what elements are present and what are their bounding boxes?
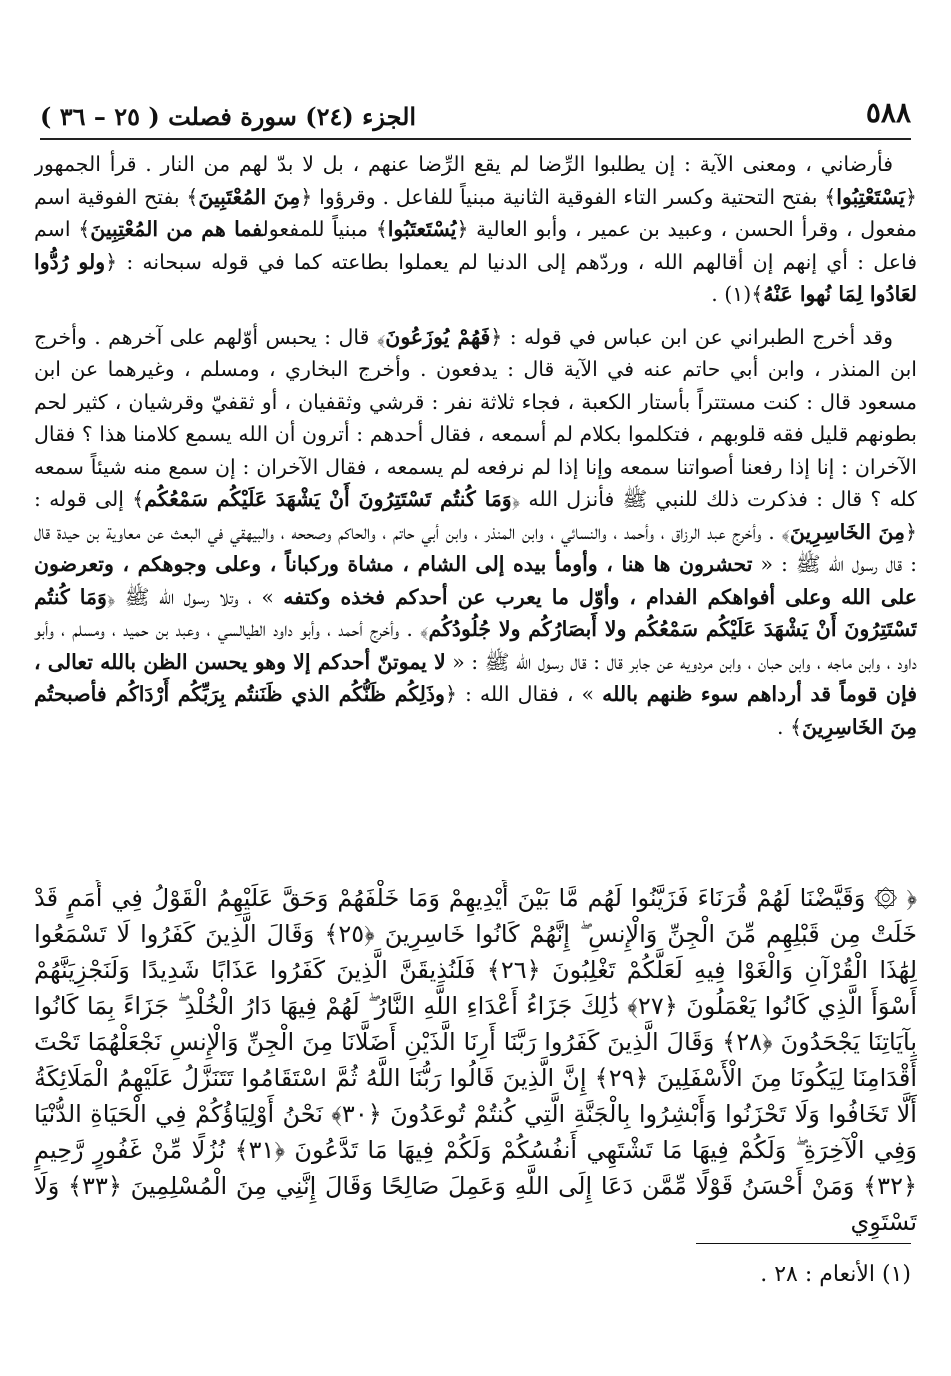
text-run: ﴾ . [777,714,803,739]
quoted-verse: وَمَا كُنتُم تَسْتَتِرُونَ أَنْ يَشْهَدَ عَلَيْكُم سَمْعُكُم ولا أَبصَارُكُم ولا جُلُودُكُم [34,584,917,641]
text-run: ﴾ . وأخرج أحمد ، وأبو داود الطيالسي ، وعبد بن حميد ، ومسلم ، وأبو داود ، وابن ماجه ، وابن حبان ، وابن مردويه عن جابر قال : قال رسول الله ﷺ : « [34,617,917,674]
text-run: ﴾ قال : يحبس أوّلهم على آخرهم . وأخرج ابن المنذر ، وابن أبي حاتم عنه في الآية قال : يدفعون . وأخرج البخاري ، ومسلم ، وغيرهما عن ابن مسعود قال : كنت مستتراً بأستار الكعبة ، فجاء ثلاثة نفر : قرشي وثقفيان ، أو ثقفيّ وقرشيان ، كثير لحم بطونهم قليل فقه قلوبهم ، فتكلموا بكلام لم أسمعه ، فقال أحدهم : أترون أن الله يسمع كلامنا هذا ؟ فقال الآخران : إنا إذا رفعنا أصواتنا سمعه وإنا إذا لم نرفعه لم يسمعه ، فقال الآخران : إن سمع منه شيئاً سمعه كله ؟ قال : فذكرت ذلك للنبي ﷺ فأنزل الله ﴿ [34,324,917,511]
quoted-verse: ولو رُدُّوا لعَادُوا لِمَا نُهوا عَنْهُ [34,249,917,306]
quoted-verse: يَسْتَعْتِبُوا [836,184,905,209]
quoted-verse: فَهُمْ يُوزَعُونَ [385,324,491,349]
commentary-text [34,148,917,868]
text-run: فأرضاني ، ومعنى الآية : إن يطلبوا الرِّضا لم يقع الرِّضا عنهم ، بل لا بدّ لهم من النار . قرأ الجمهور ﴿ [34,152,917,209]
text-run: ﴾ مبنياً للمفعول [262,217,388,241]
text-run: وقد أخرج الطبراني عن ابن عباس في قوله : ﴿ [490,324,893,349]
text-run: ﴾ بفتح التحتية وكسر التاء الفوقية الثانية مبنياً للفاعل . وقرؤوا ﴿ [300,184,837,209]
hadith-text: تحشرون ها هنا ، وأومأ بيده إلى الشام ، مشاة وركباناً ، وعلى وجوهكم ، وتعرضون على الله وعلى أفواهكم الفدام ، وأوّل ما يعرب عن أحدكم فخذه وكتفه [34,552,917,609]
quoted-verse: فما هم من المُعْتِبِينَ [90,217,263,241]
hadith-text: لا يموتنّ أحدكم إلا وهو يحسن الظن بالله تعالى ، فإن قوماً قد أرداهم سوء ظنهم بالله [34,649,917,706]
text-run: » ، وتلا رسول الله ﷺ ﴿ [106,584,284,609]
quoted-verse: وَمَا كُنتُم تَسْتَتِرُونَ أَنْ يَشْهَدَ عَلَيْكُم سَمْعُكُم [144,487,512,511]
text-run: ﴾ . وأخرج عبد الرزاق ، وأحمد ، والنسائي ، وابن المنذر ، وابن أبي حاتم ، والحاكم وصححه ، والبيهقي في البعث عن معاوية بن حيدة قال : قال رسول الله ﷺ : « [34,519,917,576]
running-title: الجزء (٢٤) سورة فصلت ( ٢٥ – ٣٦ ) [40,102,417,131]
paragraph [34,321,917,744]
page-header [40,92,911,140]
text-run: ﴾(١) . [711,282,764,306]
text-run: ﴾ اسم فاعل : أي إنهم إن أقالهم الله ، وردّهم إلى الدنيا لم يعملوا بطاعته كما في قوله سبحانه : ﴿ [34,217,917,274]
quoted-verse: مِنَ الخَاسِرِينَ [789,519,905,544]
quran-text: ﴿ ۞ وَقَيَّضْنَا لَهُمْ قُرَنَاءَ فَزَيَّنُوا لَهُم مَّا بَيْنَ أَيْدِيهِمْ وَمَا خَلْفَهُمْ وَحَقَّ عَلَيْهِمُ الْقَوْلُ فِي أُمَمٍ قَدْ خَلَتْ مِن قَبْلِهِم مِّنَ الْجِنِّ وَالْإِنسِ ۖ إِنَّهُمْ كَانُوا خَاسِرِينَ ﴿٢٥﴾ وَقَالَ الَّذِينَ كَفَرُوا لَا تَسْمَعُوا لِهَٰذَا الْقُرْآنِ وَالْغَوْا فِيهِ لَعَلَّكُمْ تَغْلِبُونَ ﴿٢٦﴾ فَلَنُذِيقَنَّ الَّذِينَ كَفَرُوا عَذَابًا شَدِيدًا وَلَنَجْزِيَنَّهُمْ أَسْوَأَ الَّذِي كَانُوا يَعْمَلُونَ ﴿٢٧﴾ ذَٰلِكَ جَزَاءُ أَعْدَاءِ اللَّهِ النَّارُ ۖ لَهُمْ فِيهَا دَارُ الْخُلْدِ ۖ جَزَاءً بِمَا كَانُوا بِآيَاتِنَا يَجْحَدُونَ ﴿٢٨﴾ وَقَالَ الَّذِينَ كَفَرُوا رَبَّنَا أَرِنَا الَّذَيْنِ أَضَلَّانَا مِنَ الْجِنِّ وَالْإِنسِ نَجْعَلْهُمَا تَحْتَ أَقْدَامِنَا لِيَكُونَا مِنَ الْأَسْفَلِينَ ﴿٢٩﴾ إِنَّ الَّذِينَ قَالُوا رَبُّنَا اللَّهُ ثُمَّ اسْتَقَامُوا تَتَنَزَّلُ عَلَيْهِمُ الْمَلَائِكَةُ أَلَّا تَخَافُوا وَلَا تَحْزَنُوا وَأَبْشِرُوا بِالْجَنَّةِ الَّتِي كُنتُمْ تُوعَدُونَ ﴿٣٠﴾ نَحْنُ أَوْلِيَاؤُكُمْ فِي الْحَيَاةِ الدُّنْيَا وَفِي الْآخِرَةِ ۖ وَلَكُمْ فِيهَا مَا تَشْتَهِي أَنفُسُكُمْ وَلَكُمْ فِيهَا مَا تَدَّعُونَ ﴿٣١﴾ نُزُلًا مِّنْ غَفُورٍ رَّحِيمٍ ﴿٣٢﴾ وَمَنْ أَحْسَنُ قَوْلًا مِّمَّن دَعَا إِلَى اللَّهِ وَعَمِلَ صَالِحًا وَقَالَ إِنَّنِي مِنَ الْمُسْلِمِينَ ﴿٣٣﴾ وَلَا تَسْتَوِي [34,884,917,1236]
quoted-verse: مِنَ المُعْتَبِينَ [198,184,301,209]
quoted-verse: يُسْتَعتَبُوا [387,217,457,241]
text-run: » ، فقال الله : ﴿ [444,682,603,706]
text-run: ﴾ إلى قوله : ﴿ [34,487,917,544]
footnote-divider [696,1243,911,1244]
paragraph [34,148,917,311]
footnote: (١) الأنعام : ٢٨ . [760,1262,911,1287]
page-number: ٥٨٨ [865,96,911,129]
quran-passage [34,880,917,1240]
text-run: ﴾ بفتح الفوقية اسم مفعول ، وقرأ الحسن ، وعبيد بن عمير ، وأبو العالية ﴿ [34,184,917,241]
quoted-verse: وذَلِكُم ظَنُّكُم الذي ظَنَنتُم بِرَبِّكُم أَرْدَاكُم فأصبحتُم مِنَ الخَاسِرِينَ [34,682,917,739]
